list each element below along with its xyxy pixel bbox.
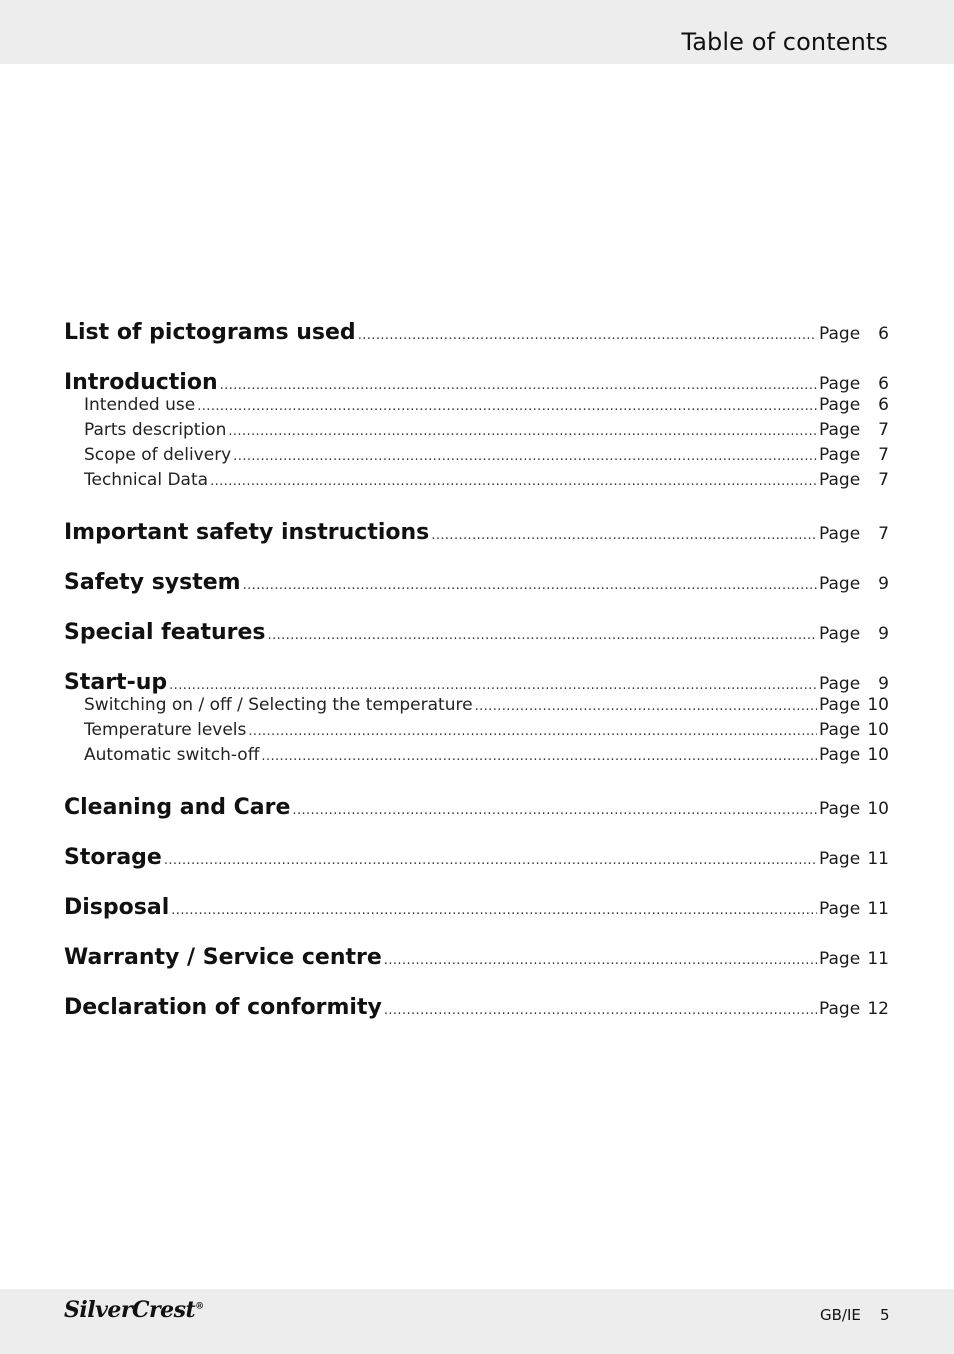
toc-entry-label: Warranty / Service centre: [64, 945, 382, 970]
toc-dot-leader: [164, 853, 817, 868]
toc-dot-leader: [384, 1003, 817, 1018]
toc-dot-leader: [358, 328, 817, 343]
toc-entry-label: Parts description: [84, 420, 227, 440]
toc-entry-label: Technical Data: [84, 470, 209, 490]
toc-dot-leader: [475, 699, 817, 714]
toc-page-number: 9: [878, 674, 889, 694]
toc-entry-warranty-service[interactable]: [64, 945, 889, 973]
toc-page-word: Page: [819, 674, 861, 694]
toc-dot-leader: [431, 528, 817, 543]
toc-dot-leader: [268, 628, 817, 643]
toc-entry-safety-system[interactable]: [64, 570, 889, 598]
toc-entry-temperature-levels[interactable]: [84, 720, 889, 748]
toc-page-number: 11: [867, 899, 889, 919]
toc-page-number: 7: [878, 445, 889, 465]
toc-page-word: Page: [819, 624, 861, 644]
toc-dot-leader: [169, 678, 817, 693]
toc-dot-leader: [243, 578, 817, 593]
toc-entry-label: Introduction: [64, 370, 218, 395]
toc-page-word: Page: [819, 849, 861, 869]
brand-logo: [64, 1297, 204, 1323]
toc-page-word: Page: [819, 999, 861, 1019]
toc-page-word: Page: [819, 899, 861, 919]
toc-page-number: 11: [867, 849, 889, 869]
toc-entry-label: Scope of delivery: [84, 445, 232, 465]
toc-page-number: 12: [867, 999, 889, 1019]
toc-dot-leader: [197, 399, 817, 414]
toc-entry-list-of-pictograms[interactable]: [64, 320, 889, 348]
toc-page-word: Page: [819, 799, 861, 819]
toc-entry-label: Intended use: [84, 395, 196, 415]
toc-entry-parts-description[interactable]: [84, 420, 889, 448]
toc-page-number: 10: [867, 799, 889, 819]
toc-page-number: 11: [867, 949, 889, 969]
toc-page-number: 6: [878, 324, 889, 344]
toc-page-number: 7: [878, 470, 889, 490]
toc-dot-leader: [228, 424, 817, 439]
toc-page-number: 7: [878, 420, 889, 440]
registered-mark: ®: [195, 1301, 204, 1312]
toc-entry-label: Automatic switch-off: [84, 745, 260, 765]
toc-entry-label: Switching on / off / Selecting the temperature: [84, 695, 473, 715]
toc-page-word: Page: [819, 695, 861, 715]
toc-entry-label: Storage: [64, 845, 162, 870]
toc-page-word: Page: [819, 395, 861, 415]
toc-dot-leader: [292, 803, 817, 818]
toc-page-number: 10: [867, 745, 889, 765]
toc-entry-scope-of-delivery[interactable]: [84, 445, 889, 473]
toc-page-word: Page: [819, 445, 861, 465]
toc-entry-label: List of pictograms used: [64, 320, 356, 345]
brand-name: SilverCrest: [64, 1297, 196, 1323]
toc-page-word: Page: [819, 324, 861, 344]
toc-page-word: Page: [819, 574, 861, 594]
toc-page-number: 10: [867, 720, 889, 740]
toc-dot-leader: [171, 903, 817, 918]
toc-entry-safety-instructions[interactable]: [64, 520, 889, 548]
toc-entry-special-features[interactable]: [64, 620, 889, 648]
toc-page-number: 9: [878, 624, 889, 644]
toc-dot-leader: [261, 749, 817, 764]
toc-entry-label: Safety system: [64, 570, 241, 595]
toc-dot-leader: [233, 449, 817, 464]
toc-page-word: Page: [819, 720, 861, 740]
toc-entry-label: Cleaning and Care: [64, 795, 291, 820]
toc-entry-intended-use[interactable]: [84, 395, 889, 423]
toc-page-word: Page: [819, 374, 861, 394]
toc-entry-label: Start-up: [64, 670, 168, 695]
toc-entry-cleaning-and-care[interactable]: [64, 795, 889, 823]
toc-page-number: 6: [878, 374, 889, 394]
toc-page-number: 10: [867, 695, 889, 715]
toc-entry-start-up[interactable]: [64, 670, 889, 698]
toc-entry-label: Declaration of conformity: [64, 995, 382, 1020]
toc-dot-leader: [248, 724, 817, 739]
toc-page-word: Page: [819, 745, 861, 765]
toc-dot-leader: [210, 474, 817, 489]
toc-entry-label: Important safety instructions: [64, 520, 430, 545]
toc-entry-label: Disposal: [64, 895, 170, 920]
toc-entry-storage[interactable]: [64, 845, 889, 873]
toc-page-word: Page: [819, 420, 861, 440]
toc-page-number: 6: [878, 395, 889, 415]
toc-page-word: Page: [819, 524, 861, 544]
toc-page-word: Page: [819, 470, 861, 490]
toc-dot-leader: [220, 378, 817, 393]
toc-page-number: 7: [878, 524, 889, 544]
page-title: Table of contents: [681, 28, 888, 56]
toc-entry-switching-on-off[interactable]: [84, 695, 889, 723]
toc-entry-label: Special features: [64, 620, 266, 645]
toc-dot-leader: [384, 953, 817, 968]
page-number: 5: [880, 1306, 890, 1324]
toc-entry-label: Temperature levels: [84, 720, 247, 740]
toc-entry-disposal[interactable]: [64, 895, 889, 923]
toc-entry-automatic-switch-off[interactable]: [84, 745, 889, 773]
toc-entry-introduction[interactable]: [64, 370, 889, 398]
toc-entry-declaration-of-conformity[interactable]: [64, 995, 889, 1023]
toc-entry-technical-data[interactable]: [84, 470, 889, 498]
region-code: GB/IE: [820, 1306, 861, 1324]
toc-page-number: 9: [878, 574, 889, 594]
toc-page-word: Page: [819, 949, 861, 969]
